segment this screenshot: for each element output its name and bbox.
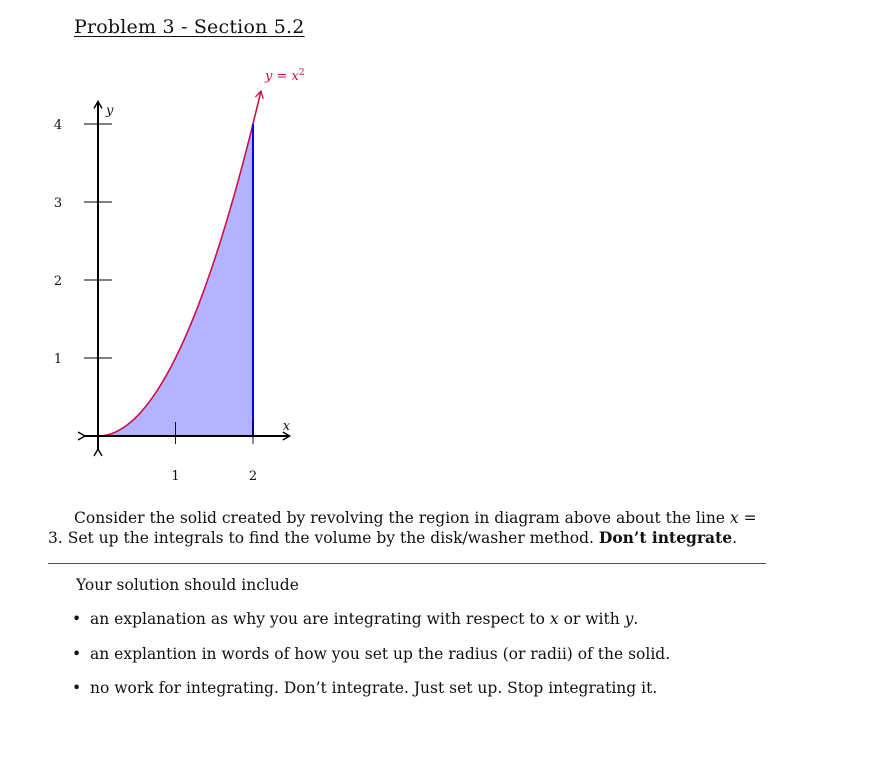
y-tick-label: 4: [53, 118, 63, 133]
bullet-icon: •: [72, 644, 82, 663]
y-axis-label: y: [106, 103, 114, 119]
divider: [48, 563, 766, 564]
curve-label: [264, 68, 305, 84]
dont-integrate-emphasis: Don’t integrate: [598, 528, 733, 547]
page-title: Problem 3 - Section 5.2: [74, 16, 305, 38]
y-tick-label: 1: [53, 352, 63, 367]
curve-label-base: y = x: [265, 69, 299, 84]
list-item: • no work for integrating. Don’t integrate. Just set up. Stop integrating it.: [72, 679, 658, 697]
bullet-icon: •: [72, 679, 82, 697]
problem-eq-var: x: [729, 509, 739, 527]
list-item: • an explantion in words of how you set up the radius (or radii) of the solid.: [72, 644, 671, 663]
problem-text: Consider the solid created by revolving the region in diagram above about the line: [74, 509, 730, 527]
problem-statement: [48, 508, 768, 548]
curve-label-exponent: 2: [298, 68, 305, 78]
x-tick-label: 1: [171, 469, 180, 484]
problem-eq-rest: = 3. Set up the integrals to find the volume by the disk/washer method.: [48, 509, 757, 547]
y-tick-label: 2: [53, 274, 63, 289]
bullet-icon: •: [72, 610, 82, 628]
y-tick-label: 3: [53, 196, 63, 211]
list-item: • an explanation as why you are integrating with respect to x or with y.: [72, 610, 639, 628]
problem-end: .: [732, 529, 738, 547]
x-axis-label: x: [282, 419, 291, 434]
x-tick-label: 2: [248, 469, 258, 484]
shaded-region: [98, 124, 253, 436]
solution-intro: Your solution should include: [76, 576, 299, 594]
requirements-list: [72, 610, 670, 714]
